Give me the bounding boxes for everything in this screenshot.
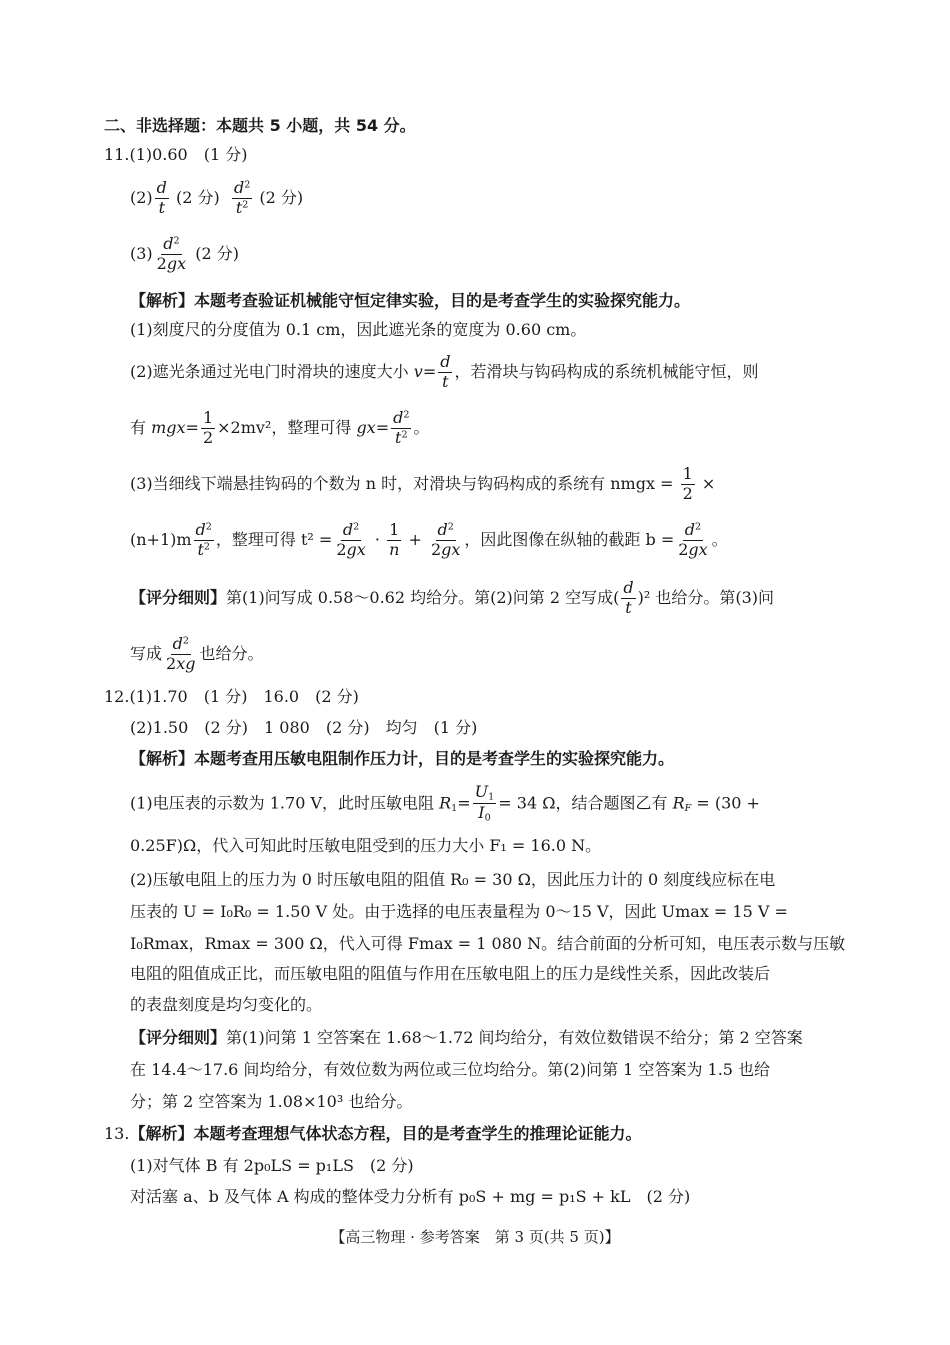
- q11-scoring-line-1: 【评分细则】第(1)问写成 0.58～0.62 均给分。第(2)问第 2 空写成( $\frac{d}{t}$ )² 也给分。第(3)问: [130, 578, 775, 617]
- q12-scoring-line-2: 在 14.4～17.6 间均给分，有效位数为两位或三位均给分。第(2)问第 1 空答案为 1.5 也给: [130, 1060, 771, 1079]
- fraction-1-over-n: $\frac{1}{n}$: [389, 520, 400, 559]
- q11-analysis-heading: 【解析】本题考查验证机械能守恒定律实验，目的是考查学生的实验探究能力。: [130, 291, 691, 310]
- q13-analysis-heading: 13.【解析】本题考查理想气体状态方程，目的是考查学生的推理论证能力。: [104, 1124, 642, 1143]
- q11-paragraph-4: (3)当细线下端悬挂钩码的个数为 n 时，对滑块与钩码构成的系统有 nmgx = $\frac{1}{2}$ ×: [130, 464, 716, 503]
- q12-answer-1: 12.(1)1.70 (1 分) 16.0 (2 分): [104, 687, 359, 706]
- fraction-d-over-t: $\frac{d}{t}$: [156, 178, 167, 217]
- fraction-d2-over-2gx: $\frac{d^2}{2gx}$: [678, 520, 708, 559]
- q11-answer-1: 11.(1)0.60 (1 分): [104, 145, 248, 164]
- q11-paragraph-5: (n+1)m $\frac{d^2}{t^2}$ ，整理可得 t² = $\frac{d^2}{2gx}$ · $\frac{1}{n}$ + $\frac{d^2}{2gx}$ ，因此图像在纵轴的截距 b = $\frac{d^2}{2gx}$ 。: [130, 520, 728, 559]
- q12-analysis-heading: 【解析】本题考查用压敏电阻制作压力计，目的是考查学生的实验探究能力。: [130, 749, 675, 768]
- page-footer: 【高三物理 · 参考答案 第 3 页(共 5 页)】: [330, 1228, 620, 1246]
- q11-a2-score1: (2 分): [176, 187, 220, 207]
- fraction-one-half: $\frac{1}{2}$: [682, 464, 693, 503]
- q11-scoring-line-2: 写成 $\frac{d^2}{2xg}$ 也给分。: [130, 634, 264, 673]
- q12-scoring-line-3: 分；第 2 空答案为 1.08×10³ 也给分。: [130, 1092, 413, 1111]
- fraction-d2-over-2xg: $\frac{d^2}{2xg}$: [166, 634, 196, 673]
- fraction-d2-over-t2: $\frac{d^2}{t^2}$: [195, 520, 212, 559]
- q12-scoring-line-1: 【评分细则】第(1)问第 1 空答案在 1.68～1.72 间均给分，有效位数错误不给分；第 2 空答案: [130, 1028, 803, 1047]
- q11-paragraph-2: (2)遮光条通过光电门时滑块的速度大小 v= $\frac{d}{t}$ ，若滑块与钩码构成的系统机械能守恒，则: [130, 352, 759, 391]
- q11-paragraph-3: 有 mgx= $\frac{1}{2}$ ×2mv²，整理可得 gx= $\frac{d^2}{t^2}$ 。: [130, 408, 430, 447]
- fraction-d2-over-2gx: $\frac{d^2}{2gx}$: [336, 520, 366, 559]
- section-title: 二、非选择题：本题共 5 小题，共 54 分。: [104, 116, 416, 135]
- q12-paragraph-3: (2)压敏电阻上的压力为 0 时压敏电阻的阻值 R₀ = 30 Ω，因此压力计的 0 刻度线应标在电: [130, 870, 776, 889]
- q11-a2-label: (2): [130, 187, 153, 207]
- q11-a3-label: (3): [130, 243, 153, 263]
- q11-a3-score: (2 分): [195, 243, 239, 263]
- fraction-d2-over-t2: $\frac{d^2}{t^2}$: [233, 178, 251, 217]
- q12-paragraph-2: 0.25F)Ω，代入可知此时压敏电阻受到的压力大小 F₁ = 16.0 N。: [130, 836, 602, 855]
- fraction-one-half: $\frac{1}{2}$: [202, 408, 214, 447]
- q11-answer-3: [130, 236, 239, 273]
- fraction-u1-over-i0: $\frac{U_1}{I_0}$: [474, 782, 495, 824]
- fraction-d2-over-2gx: $\frac{d^2}{2gx}$: [430, 520, 461, 559]
- fraction-d-over-t: $\frac{d}{t}$: [623, 578, 634, 617]
- q12-paragraph-5: I₀Rmax，Rmax = 300 Ω，代入可得 Fmax = 1 080 N。结合前面的分析可知，电压表示数与压敏: [130, 934, 846, 953]
- q13-paragraph-2: 对活塞 a、b 及气体 A 构成的整体受力分析有 p₀S + mg = p₁S + kL (2 分): [130, 1187, 691, 1206]
- q12-paragraph-6: 电阻的阻值成正比，而压敏电阻的阻值与作用在压敏电阻上的压力是线性关系，因此改装后: [130, 964, 771, 983]
- fraction-d-over-t: $\frac{d}{t}$: [440, 352, 451, 391]
- q13-paragraph-1: (1)对气体 B 有 2p₀LS = p₁LS (2 分): [130, 1156, 414, 1175]
- q11-a2-score2: (2 分): [259, 187, 304, 207]
- q12-answer-2: (2)1.50 (2 分) 1 080 (2 分) 均匀 (1 分): [130, 718, 478, 737]
- q11-paragraph-1: (1)刻度尺的分度值为 0.1 cm，因此遮光条的宽度为 0.60 cm。: [130, 320, 587, 339]
- q11-answer-2: [130, 180, 303, 217]
- q12-paragraph-7: 的表盘刻度是均匀变化的。: [130, 995, 323, 1014]
- fraction-d2-over-2gx: $\frac{d^2}{2gx}$: [156, 234, 187, 273]
- fraction-d2-over-t2: $\frac{d^2}{t^2}$: [393, 408, 410, 447]
- q12-paragraph-4: 压表的 U = I₀R₀ = 1.50 V 处。由于选择的电压表量程为 0～15 V，因此 Umax = 15 V =: [130, 902, 788, 921]
- q12-paragraph-1: (1)电压表的示数为 1.70 V，此时压敏电阻 $R_1=$ $\frac{U_1}{I_0}$ = 34 Ω，结合题图乙有 $R_F = (30$ +: [130, 782, 760, 824]
